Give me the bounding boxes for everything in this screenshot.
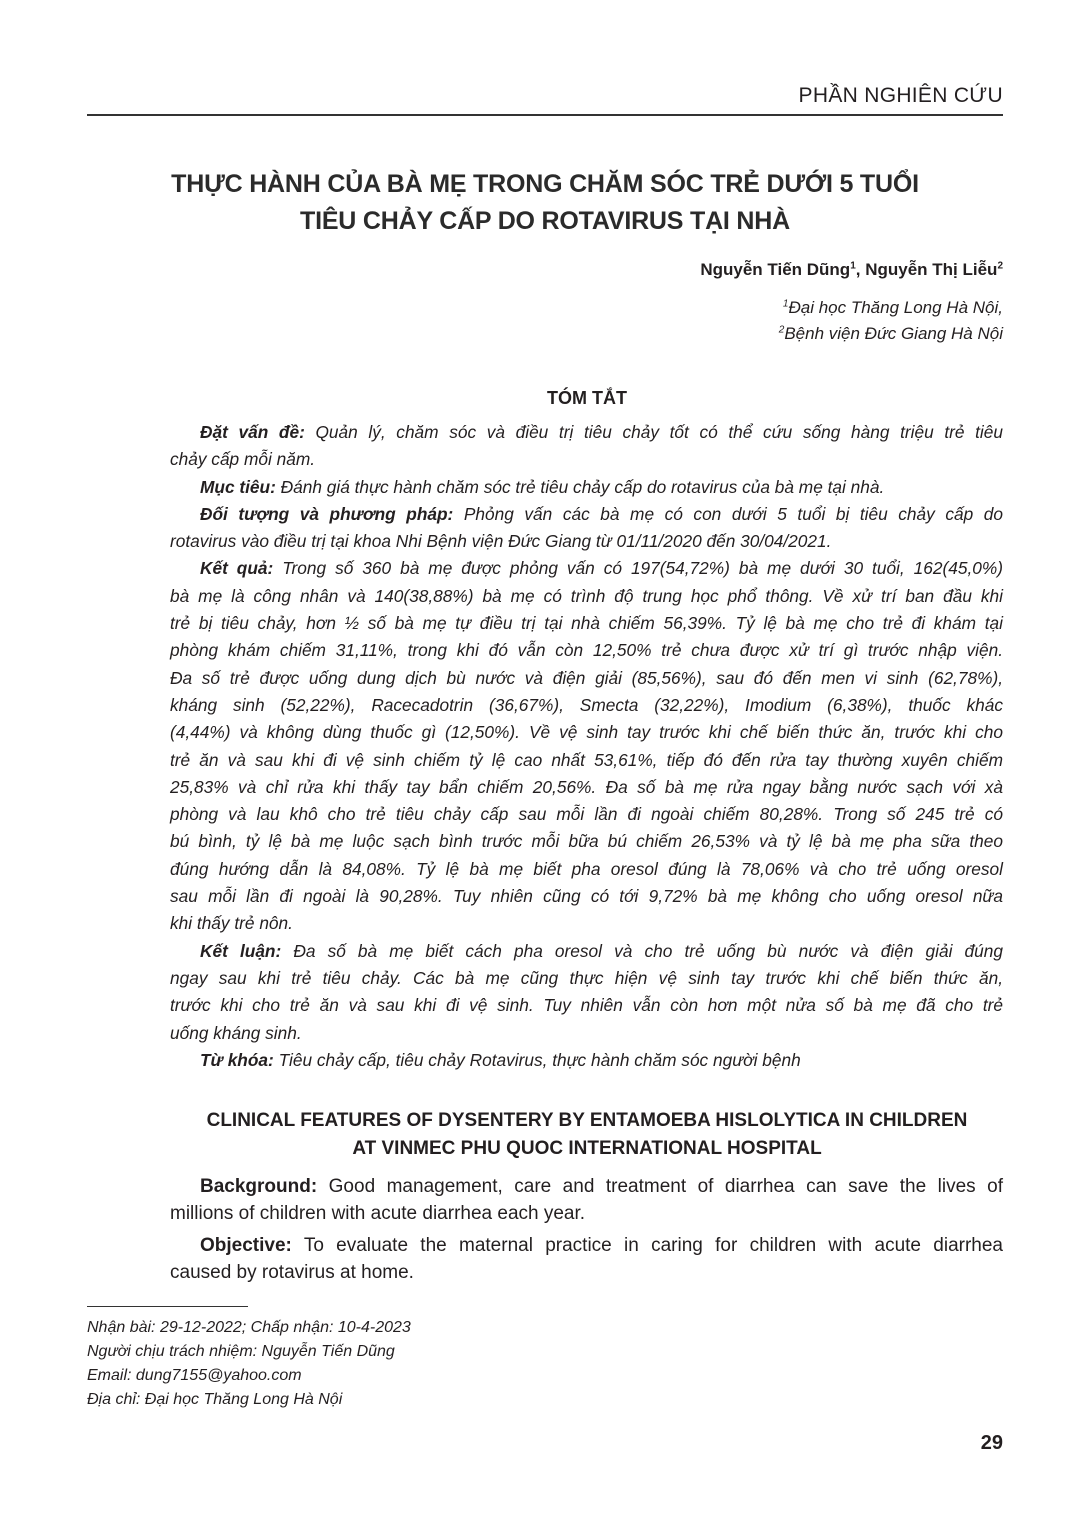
paragraph-line — [170, 938, 1003, 965]
footnote-email: Email: dung7155@yahoo.com — [87, 1367, 302, 1384]
paragraph-text: trước khi cho trẻ ăn và sau khi đi vệ sinh. Tuy nhiên vẫn còn hơn một nửa số bà mẹ đã cho trẻ — [170, 995, 1003, 1016]
paragraph-label: Từ khóa: — [200, 1049, 274, 1070]
paragraph-line — [170, 1047, 1003, 1074]
paragraph-text: rotavirus vào điều trị tại khoa Nhi Bệnh viện Đức Giang từ 01/11/2020 đến 30/04/2021. — [170, 531, 832, 552]
footnote-address: Địa chỉ: Đại học Thăng Long Hà Nội — [87, 1391, 343, 1408]
author-2: Nguyễn Thị Liễu — [865, 260, 998, 279]
paragraph-text: chảy cấp mỗi năm. — [170, 449, 316, 470]
paragraph-text: phòng và lau khô cho trẻ tiêu chảy cấp sau mỗi lần đi ngoài chiếm 80,28%. Trong số 245 trẻ có — [170, 804, 1003, 825]
footnotes — [87, 1316, 411, 1412]
header-rule — [87, 114, 1003, 116]
paragraph-line — [170, 501, 1003, 528]
paragraph-line — [170, 1173, 1003, 1200]
paragraph-line — [170, 474, 1003, 501]
paragraph-line — [170, 801, 1003, 828]
paragraph-line — [170, 1232, 1003, 1259]
paragraph-line — [170, 419, 1003, 446]
paragraph-text: khi thấy trẻ nôn. — [170, 913, 293, 934]
paragraph-text: trẻ ăn và sau khi đi vệ sinh chiếm tỷ lệ cao nhất 53,61%, tiếp đó đến rửa tay thường xuyên chiếm — [170, 749, 1003, 770]
paragraph-line — [170, 774, 1003, 801]
author-separator: , — [855, 260, 866, 279]
footnote-rule — [87, 1306, 248, 1307]
paragraph-text: ngay sau khi trẻ tiêu chảy. Các bà mẹ cũng thực hiện vệ sinh tay trước khi chế biến thức ăn, — [170, 967, 1003, 988]
paragraph-text: uống kháng sinh. — [170, 1022, 302, 1043]
paragraph-line — [170, 747, 1003, 774]
paragraph-text: sau mỗi lần đi ngoài là 90,28%. Tuy nhiên cũng có tới 9,72% bà mẹ không cho uống oresol nữa — [170, 886, 1003, 907]
paragraph-line — [170, 583, 1003, 610]
page-number: 29 — [980, 1432, 1003, 1454]
paragraph-text: caused by rotavirus at home. — [170, 1261, 414, 1283]
paragraph-text: Đa số bà mẹ biết cách pha oresol và cho trẻ uống bù nước và điện giải đúng — [281, 940, 1003, 961]
section-header: PHẦN NGHIÊN CỨU — [798, 84, 1003, 107]
paragraph-text: Phỏng vấn các bà mẹ có con dưới 5 tuổi bị tiêu chảy cấp do — [453, 503, 1003, 524]
author-1: Nguyễn Tiến Dũng — [700, 260, 851, 279]
paragraph-label: Mục tiêu: — [200, 476, 276, 497]
paragraph-label: Kết quả: — [200, 558, 274, 579]
footnote-corresponding: Người chịu trách nhiệm: Nguyễn Tiến Dũng — [87, 1343, 395, 1360]
paragraph-text: Tiêu chảy cấp, tiêu chảy Rotavirus, thực hành chăm sóc người bệnh — [273, 1049, 801, 1070]
paragraph-label: Đặt vấn đề: — [200, 422, 305, 442]
abstract-english — [170, 1173, 1003, 1290]
paragraph-text: phòng khám chiếm 31,11%, trong khi đó vẫn còn 12,50% trẻ chưa được xử trí gì trước nhập viện. — [170, 640, 1003, 661]
paragraph-text: kháng sinh (52,22%), Racecadotrin (36,67%), Smecta (32,22%), Imodium (6,38%), thuốc khác — [170, 694, 1003, 715]
paragraph-label: Đối tượng và phương pháp: — [200, 503, 454, 524]
paragraph-text: (4,44%) và không dùng thuốc gì (12,50%). Về vệ sinh tay trước khi chế biến thức ăn, trước khi cho — [170, 722, 1003, 743]
paragraph-text: Quản lý, chăm sóc và điều trị tiêu chảy tốt có thể cứu sống hàng triệu trẻ tiêu — [304, 422, 1003, 442]
authors — [700, 260, 1003, 280]
paragraph-line — [170, 719, 1003, 746]
paragraph-text: millions of children with acute diarrhea each year. — [170, 1203, 586, 1225]
paragraph-line — [170, 665, 1003, 692]
paragraph-text: bà mẹ là công nhân và 140(38,88%) bà mẹ có trình độ trung học phổ thông. Về xử trí ban đầu khi — [170, 585, 1003, 606]
abstract-heading: TÓM TẮT — [547, 388, 627, 408]
paragraph-line — [170, 910, 1003, 937]
paragraph-line — [170, 446, 1003, 473]
paragraph-text: Đa số trẻ được uống dung dịch bù nước và điện giải (85,56%), sau đó đến men vi sinh (62,78%), — [170, 667, 1003, 688]
affiliation-2 — [779, 324, 1003, 344]
paragraph-line — [170, 965, 1003, 992]
paragraph-label: Kết luận: — [200, 940, 282, 961]
paragraph-line — [170, 692, 1003, 719]
paragraph-text: bú bình, tỷ lệ bà mẹ luộc sạch bình trước mỗi bữa bú chiếm 26,53% và tỷ lệ bà mẹ pha sữa theo — [170, 831, 1003, 852]
english-title-line-2: AT VINMEC PHU QUOC INTERNATIONAL HOSPITAL — [352, 1138, 822, 1159]
paragraph-text: To evaluate the maternal practice in caring for children with acute diarrhea — [291, 1234, 1003, 1256]
english-title — [87, 1107, 1087, 1163]
footnote-dates: Nhận bài: 29-12-2022; Chấp nhận: 10-4-2023 — [87, 1319, 411, 1336]
paragraph-text: Trong số 360 bà mẹ được phỏng vấn có 197(54,72%) bà mẹ dưới 30 tuổi, 162(45,0%) — [273, 558, 1004, 579]
paragraph-text: Good management, care and treatment of diarrhea can save the lives of — [317, 1176, 1003, 1197]
aff-sup: 1 — [782, 298, 789, 310]
paragraph-line — [170, 856, 1003, 883]
affiliation-1 — [783, 298, 1003, 318]
paragraph-line — [170, 1200, 1003, 1227]
author-2-sup: 2 — [997, 260, 1003, 272]
paragraph-line — [170, 883, 1003, 910]
paragraph-line — [170, 555, 1003, 582]
paragraph-label: Background: — [200, 1176, 318, 1197]
paragraph-text: Đánh giá thực hành chăm sóc trẻ tiêu chảy cấp do rotavirus của bà mẹ tại nhà. — [275, 476, 885, 497]
article-title-line-2: TIÊU CHẢY CẤP DO ROTAVIRUS TẠI NHÀ — [300, 207, 790, 235]
paragraph-text: trẻ bị tiêu chảy, hơn ½ số bà mẹ tự điều trị tại nhà chiếm 56,39%. Tỷ lệ bà mẹ cho trẻ đi khám tại — [170, 613, 1003, 634]
paragraph-line — [170, 992, 1003, 1019]
abstract-vietnamese — [170, 419, 1003, 1074]
paragraph-line — [170, 1020, 1003, 1047]
paragraph-line — [170, 610, 1003, 637]
paragraph-line — [170, 528, 1003, 555]
author-1-sup: 1 — [850, 260, 856, 272]
paragraph-line — [170, 828, 1003, 855]
aff-sup: 2 — [778, 324, 785, 336]
english-title-line-1: CLINICAL FEATURES OF DYSENTERY BY ENTAMOEBA HISLOLYTICA IN CHILDREN — [206, 1110, 968, 1131]
aff-text: Đại học Thăng Long Hà Nội, — [788, 298, 1003, 317]
paragraph-line — [170, 1259, 1003, 1286]
paragraph-text: đúng hướng dẫn là 84,08%. Tỷ lệ bà mẹ biết pha oresol đúng là 78,06% và cho trẻ uống oresol — [170, 858, 1003, 879]
aff-text: Bệnh viện Đức Giang Hà Nội — [784, 324, 1003, 343]
paragraph-label: Objective: — [200, 1234, 292, 1256]
article-title-line-1: THỰC HÀNH CỦA BÀ MẸ TRONG CHĂM SÓC TRẺ DƯỚI 5 TUỔI — [171, 170, 919, 198]
paragraph-line — [170, 637, 1003, 664]
paragraph-text: 25,83% và chỉ rửa khi thấy tay bẩn chiếm 20,56%. Đa số bà mẹ rửa ngay bằng nước sạch với xà — [170, 776, 1003, 797]
